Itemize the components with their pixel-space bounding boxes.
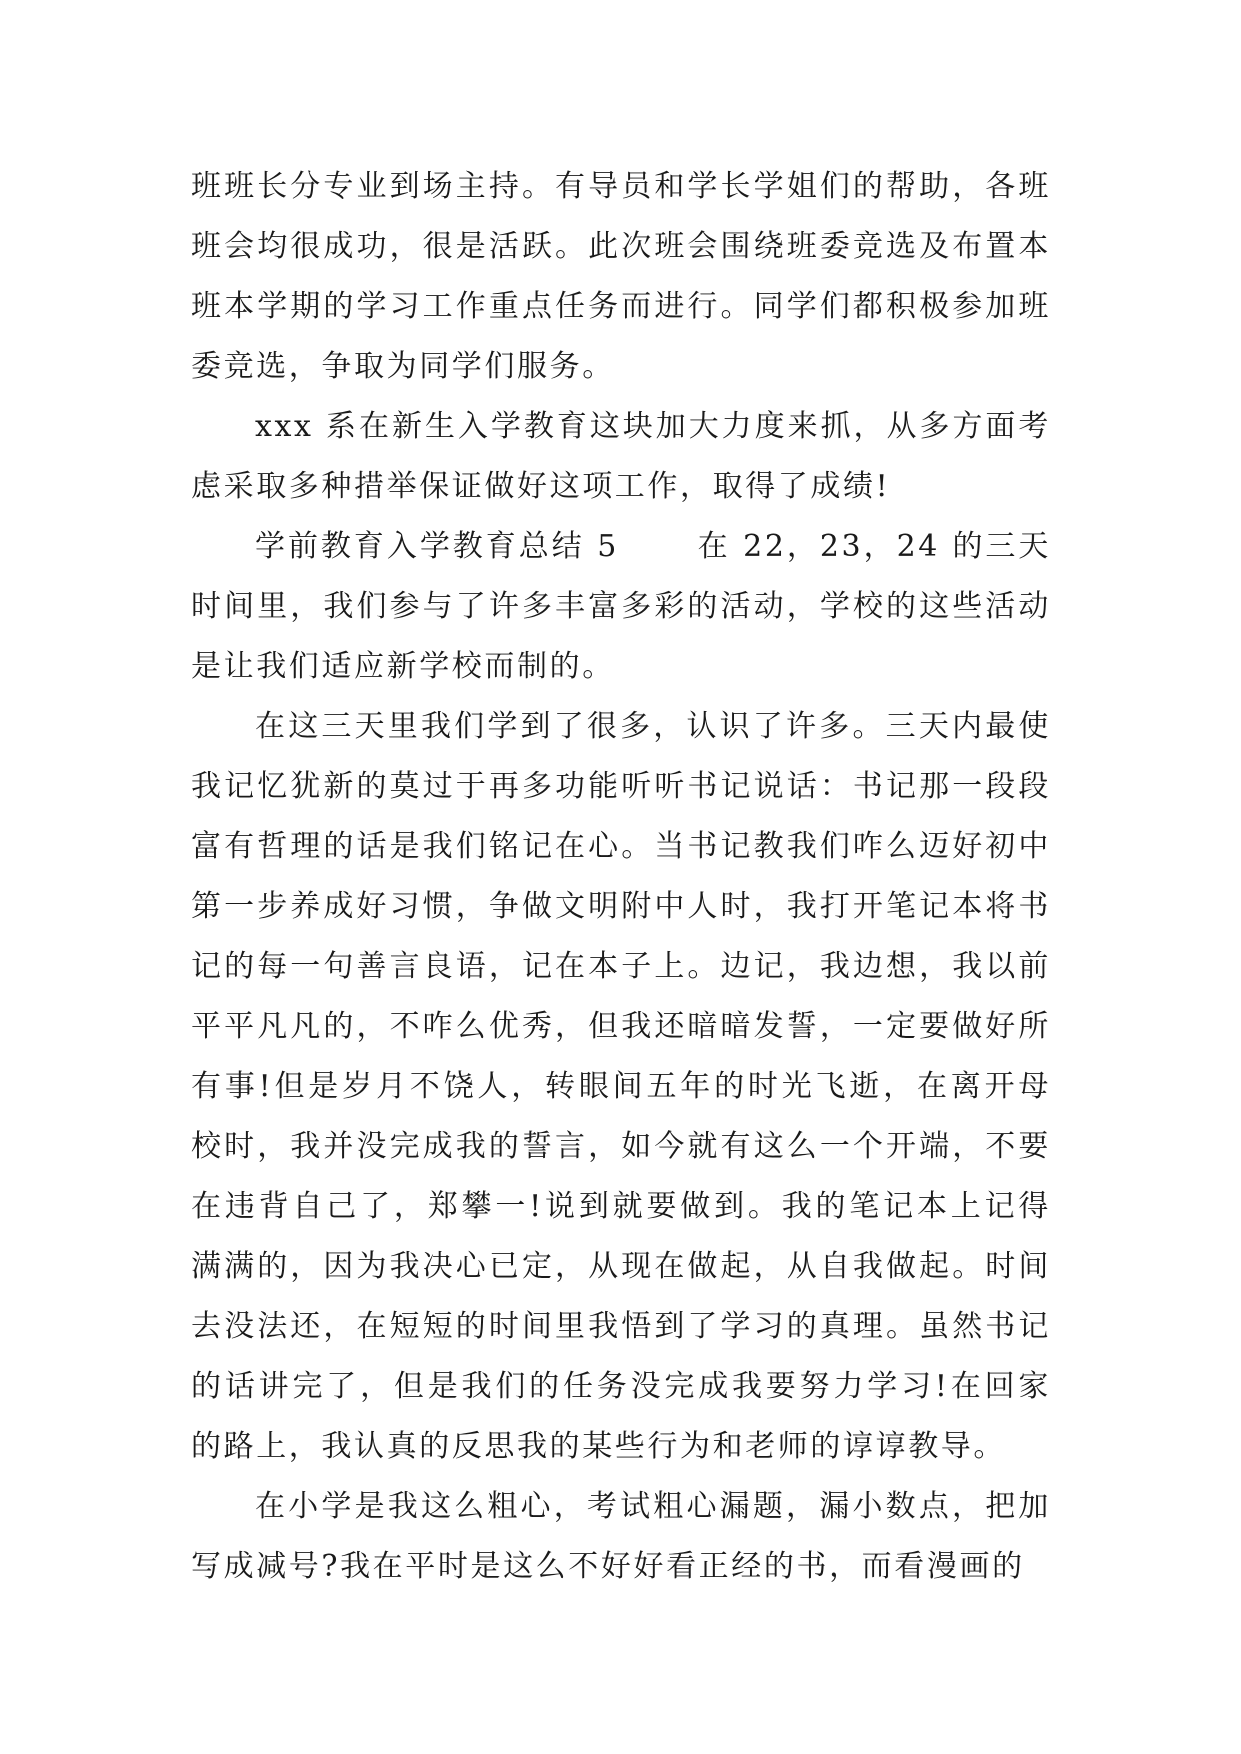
paragraph-2: xxx 系在新生入学教育这块加大力度来抓，从多方面考虑采取多种措举保证做好这项工作，取得了成绩! xyxy=(191,409,1051,504)
document-body xyxy=(191,157,1051,1597)
paragraph-1: 班班长分专业到场主持。有导员和学长学姐们的帮助，各班班会均很成功，很是活跃。此次班会围绕班委竞选及布置本班本学期的学习工作重点任务而进行。同学们都积极参加班委竞选，争取为同学们服务。 xyxy=(191,169,1051,384)
paragraph-4: 在这三天里我们学到了很多，认识了许多。三天内最使我记忆犹新的莫过于再多功能听听书记说话：书记那一段段富有哲理的话是我们铭记在心。当书记教我们咋么迈好初中第一步养成好习惯，争做文明附中人时，我打开笔记本将书记的每一句善言良语，记在本子上。边记，我边想，我以前平平凡凡的，不咋么优秀，但我还暗暗发誓，一定要做好所有事!但是岁月不饶人，转眼间五年的时光飞逝，在离开母校时，我并没完成我的誓言，如今就有这么一个开端，不要在违背自己了，郑攀一!说到就要做到。我的笔记本上记得满满的，因为我决心已定，从现在做起，从自我做起。时间去没法还，在短短的时间里我悟到了学习的真理。虽然书记的话讲完了，但是我们的任务没完成我要努力学习!在回家的路上，我认真的反思我的某些行为和老师的谆谆教导。 xyxy=(191,709,1051,1464)
paragraph-5: 在小学是我这么粗心，考试粗心漏题，漏小数点，把加写成减号?我在平时是这么不好好看正经的书，而看漫画的 xyxy=(191,1489,1051,1584)
paragraph-3: 学前教育入学教育总结 5 在 22，23，24 的三天时间里，我们参与了许多丰富多彩的活动，学校的这些活动是让我们适应新学校而制的。 xyxy=(191,529,1051,684)
